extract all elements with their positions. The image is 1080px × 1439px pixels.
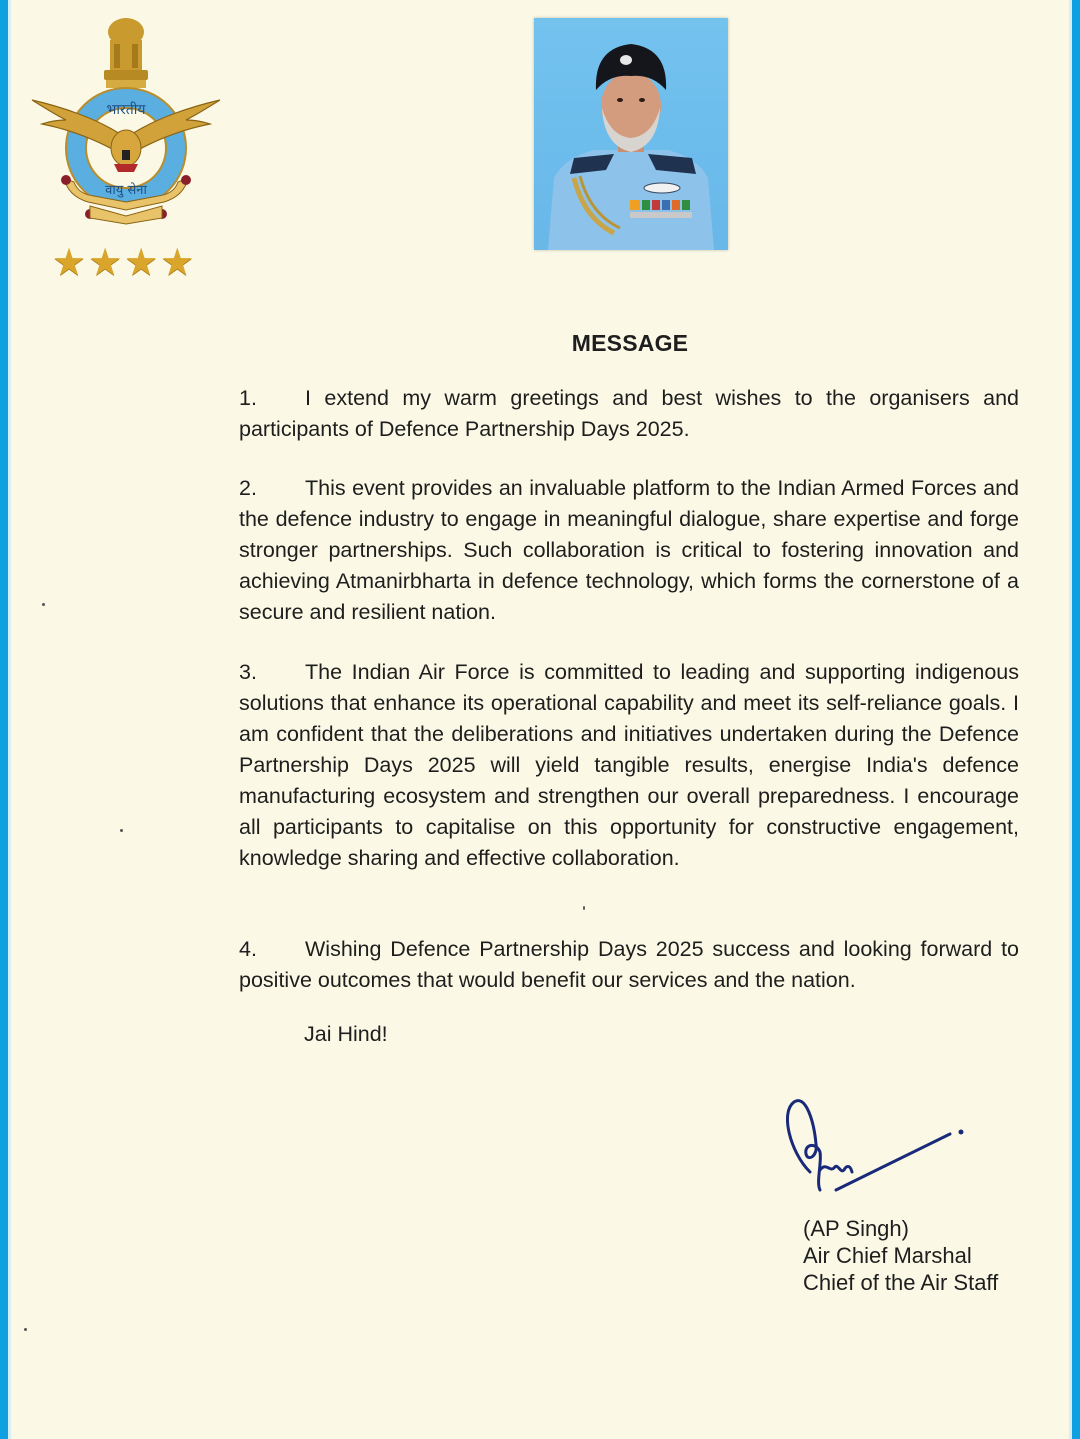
star-icon: ★ bbox=[88, 242, 123, 284]
star-icon: ★ bbox=[124, 242, 159, 284]
paragraph-number: 4. bbox=[239, 937, 257, 961]
closing-salutation: Jai Hind! bbox=[304, 1022, 388, 1046]
paragraph-text: The Indian Air Force is committed to leading and supporting indigenous solutions that enhance its operational capability and meet its self-reliance goals. I am confident that the deliberations and initiatives undertaken during the Defence Partnership Days 2025 will yield tangible results, energise India's defence manufacturing ecosystem and strengthen our overall preparedness. I encourage all participants to capitalise on this opportunity for constructive engagement, knowledge sharing and effective collaboration. bbox=[239, 660, 1019, 870]
paragraph-text: Wishing Defence Partnership Days 2025 success and looking forward to positive outcomes that would benefit our services and the nation. bbox=[239, 937, 1019, 992]
star-icon: ★ bbox=[160, 242, 195, 284]
lion-capital-icon bbox=[104, 18, 148, 88]
emblem-text-bottom: वायु सेना bbox=[105, 183, 147, 198]
paper-speck bbox=[120, 829, 123, 832]
signature-icon bbox=[780, 1092, 970, 1202]
paper-speck bbox=[42, 603, 45, 606]
right-border bbox=[1072, 0, 1080, 1439]
paragraph-number: 2. bbox=[239, 476, 257, 500]
paragraph-3 bbox=[239, 657, 1019, 874]
person-portrait-icon bbox=[534, 18, 728, 250]
signatory-block bbox=[803, 1215, 998, 1296]
star-icon: ★ bbox=[52, 242, 87, 284]
signatory-rank: Air Chief Marshal bbox=[803, 1243, 972, 1268]
paragraph-text: This event provides an invaluable platform to the Indian Armed Forces and the defence industry to engage in meaningful dialogue, share expertise and forge stronger partnerships. Such collaboration is critical to fostering innovation and achieving Atmanirbharta in defence technology, which forms the cornerstone of a secure and resilient nation. bbox=[239, 476, 1019, 624]
paragraph-1 bbox=[239, 383, 1019, 445]
message-title: MESSAGE bbox=[571, 330, 689, 356]
paragraph-4 bbox=[239, 934, 1019, 996]
paper-speck bbox=[583, 906, 585, 910]
left-border-glow bbox=[8, 0, 11, 1439]
rank-stars bbox=[52, 244, 194, 282]
paper-speck bbox=[24, 1328, 27, 1331]
iaf-emblem-icon bbox=[28, 10, 224, 228]
signatory-name: (AP Singh) bbox=[803, 1216, 909, 1241]
paragraph-text: I extend my warm greetings and best wishes to the organisers and participants of Defence Partnership Days 2025. bbox=[239, 386, 1019, 441]
paragraph-number: 1. bbox=[239, 386, 257, 410]
signatory-designation: Chief of the Air Staff bbox=[803, 1270, 999, 1295]
right-border-glow bbox=[1069, 0, 1072, 1439]
paragraph-2 bbox=[239, 473, 1019, 628]
paragraph-number: 3. bbox=[239, 660, 257, 684]
left-border bbox=[0, 0, 8, 1439]
emblem-text-top: भारतीय bbox=[106, 102, 146, 118]
officer-portrait bbox=[534, 18, 728, 250]
